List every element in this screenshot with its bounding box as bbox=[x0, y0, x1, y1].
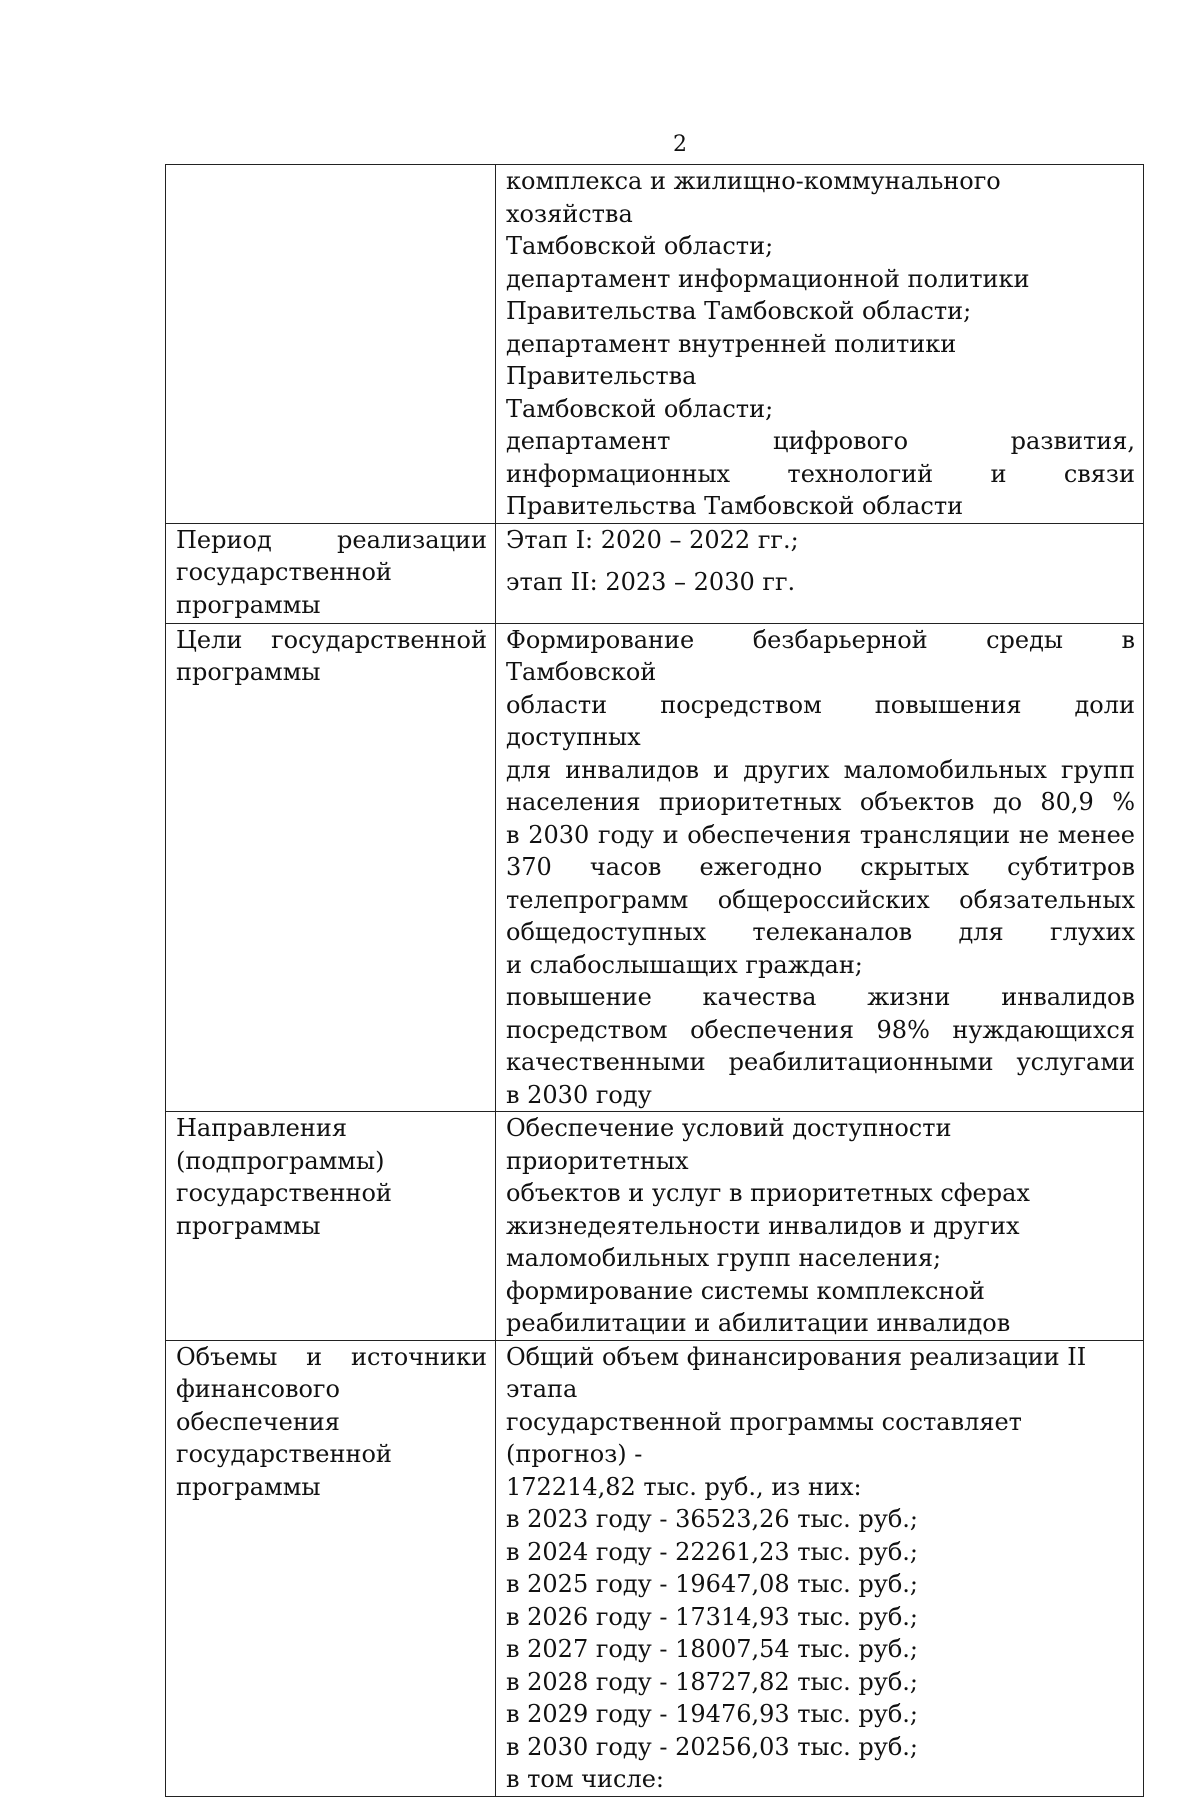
content-line: маломобильных групп населения; bbox=[506, 1244, 942, 1272]
content-line: общедоступных телеканалов для глухих bbox=[506, 918, 1135, 946]
content-line: комплекса и жилищно-коммунального хозяйства bbox=[506, 167, 1001, 228]
table-row bbox=[166, 1112, 1144, 1341]
content-line: для инвалидов и других маломобильных групп bbox=[506, 755, 1135, 784]
content-line: 370 часов ежегодно скрытых субтитров bbox=[506, 853, 1135, 881]
label-line: финансового bbox=[176, 1375, 340, 1403]
content-line: качественными реабилитационными услугами bbox=[506, 1048, 1135, 1076]
content-line: населения приоритетных объектов до 80,9 % bbox=[506, 788, 1135, 816]
label-line: обеспечения bbox=[176, 1407, 340, 1436]
row-label-cell bbox=[166, 1340, 496, 1796]
label-line: программы bbox=[176, 590, 321, 619]
content-line: в 2030 году и обеспечения трансляции не менее bbox=[506, 820, 1135, 849]
row-label-cell bbox=[166, 523, 496, 623]
content-line: этап II: 2023 – 2030 гг. bbox=[506, 568, 796, 596]
content-line: и слабослышащих граждан; bbox=[506, 950, 863, 979]
row-content-cell bbox=[496, 1112, 1144, 1341]
content-line: в 2027 году - 18007,54 тыс. руб.; bbox=[506, 1635, 919, 1663]
content-line: Обеспечение условий доступности приоритетных bbox=[506, 1114, 952, 1175]
content-line: департамент внутренней политики Правительства bbox=[506, 329, 957, 390]
content-line: Правительства Тамбовской области bbox=[506, 492, 964, 520]
content-line: в 2028 году - 18727,82 тыс. руб.; bbox=[506, 1667, 919, 1696]
content-line: 172214,82 тыс. руб., из них: bbox=[506, 1472, 862, 1501]
label-line: программы bbox=[176, 1211, 321, 1240]
content-line: в 2025 году - 19647,08 тыс. руб.; bbox=[506, 1570, 919, 1598]
content-line: в 2026 году - 17314,93 тыс. руб.; bbox=[506, 1602, 919, 1631]
program-passport-table bbox=[165, 164, 1144, 1797]
content-line: Общий объем финансирования реализации II этапа bbox=[506, 1342, 1087, 1403]
content-line: Тамбовской области; bbox=[506, 394, 774, 423]
content-line: реабилитации и абилитации инвалидов bbox=[506, 1309, 1011, 1337]
content-line: Правительства Тамбовской области; bbox=[506, 297, 972, 325]
content-line: жизнедеятельности инвалидов и других bbox=[506, 1211, 1020, 1240]
content-line: повышение качества жизни инвалидов bbox=[506, 983, 1135, 1011]
table-row bbox=[166, 1340, 1144, 1796]
content-line: в 2029 году - 19476,93 тыс. руб.; bbox=[506, 1700, 919, 1728]
label-line: государственной bbox=[176, 1179, 392, 1207]
content-line: в 2024 году - 22261,23 тыс. руб.; bbox=[506, 1537, 919, 1566]
label-line: Цели государственной bbox=[176, 625, 487, 654]
content-line: в 2030 году - 20256,03 тыс. руб.; bbox=[506, 1732, 919, 1761]
row-content-cell bbox=[496, 165, 1144, 524]
table-row bbox=[166, 523, 1144, 623]
content-line: области посредством повышения доли доступных bbox=[506, 690, 1135, 751]
row-label-cell bbox=[166, 165, 496, 524]
content-line: Тамбовской области; bbox=[506, 232, 774, 260]
table-row bbox=[166, 623, 1144, 1112]
content-line: департамент цифрового развития, bbox=[506, 427, 1135, 455]
content-line: объектов и услуг в приоритетных сферах bbox=[506, 1179, 1030, 1207]
label-line: (подпрограммы) bbox=[176, 1146, 385, 1175]
content-line: Формирование безбарьерной среды в Тамбовской bbox=[506, 625, 1135, 686]
row-content-cell bbox=[496, 523, 1144, 623]
content-line: в 2030 году bbox=[506, 1080, 652, 1109]
row-content-cell bbox=[496, 1340, 1144, 1796]
content-line: в том числе: bbox=[506, 1765, 665, 1793]
content-line: формирование системы комплексной bbox=[506, 1276, 985, 1305]
table-row bbox=[166, 165, 1144, 524]
page-number: 2 bbox=[673, 132, 687, 157]
label-line: Период реализации bbox=[176, 525, 487, 554]
content-line: посредством обеспечения 98% нуждающихся bbox=[506, 1015, 1135, 1044]
label-line: программы bbox=[176, 658, 321, 686]
label-line: государственной bbox=[176, 1440, 392, 1468]
label-line: Объемы и источники bbox=[176, 1342, 487, 1371]
content-line: Этап I: 2020 – 2022 гг.; bbox=[506, 525, 799, 554]
content-line: департамент информационной политики bbox=[506, 264, 1030, 293]
label-line: программы bbox=[176, 1472, 321, 1501]
content-line: телепрограмм общероссийских обязательных bbox=[506, 885, 1135, 914]
row-label-cell bbox=[166, 1112, 496, 1341]
row-label-cell bbox=[166, 623, 496, 1112]
content-line: государственной программы составляет (прогноз) - bbox=[506, 1407, 1022, 1468]
content-line: в 2023 году - 36523,26 тыс. руб.; bbox=[506, 1505, 919, 1533]
content-line: информационных технологий и связи bbox=[506, 459, 1135, 488]
row-content-cell bbox=[496, 623, 1144, 1112]
label-line: государственной bbox=[176, 558, 392, 586]
label-line: Направления bbox=[176, 1114, 347, 1142]
